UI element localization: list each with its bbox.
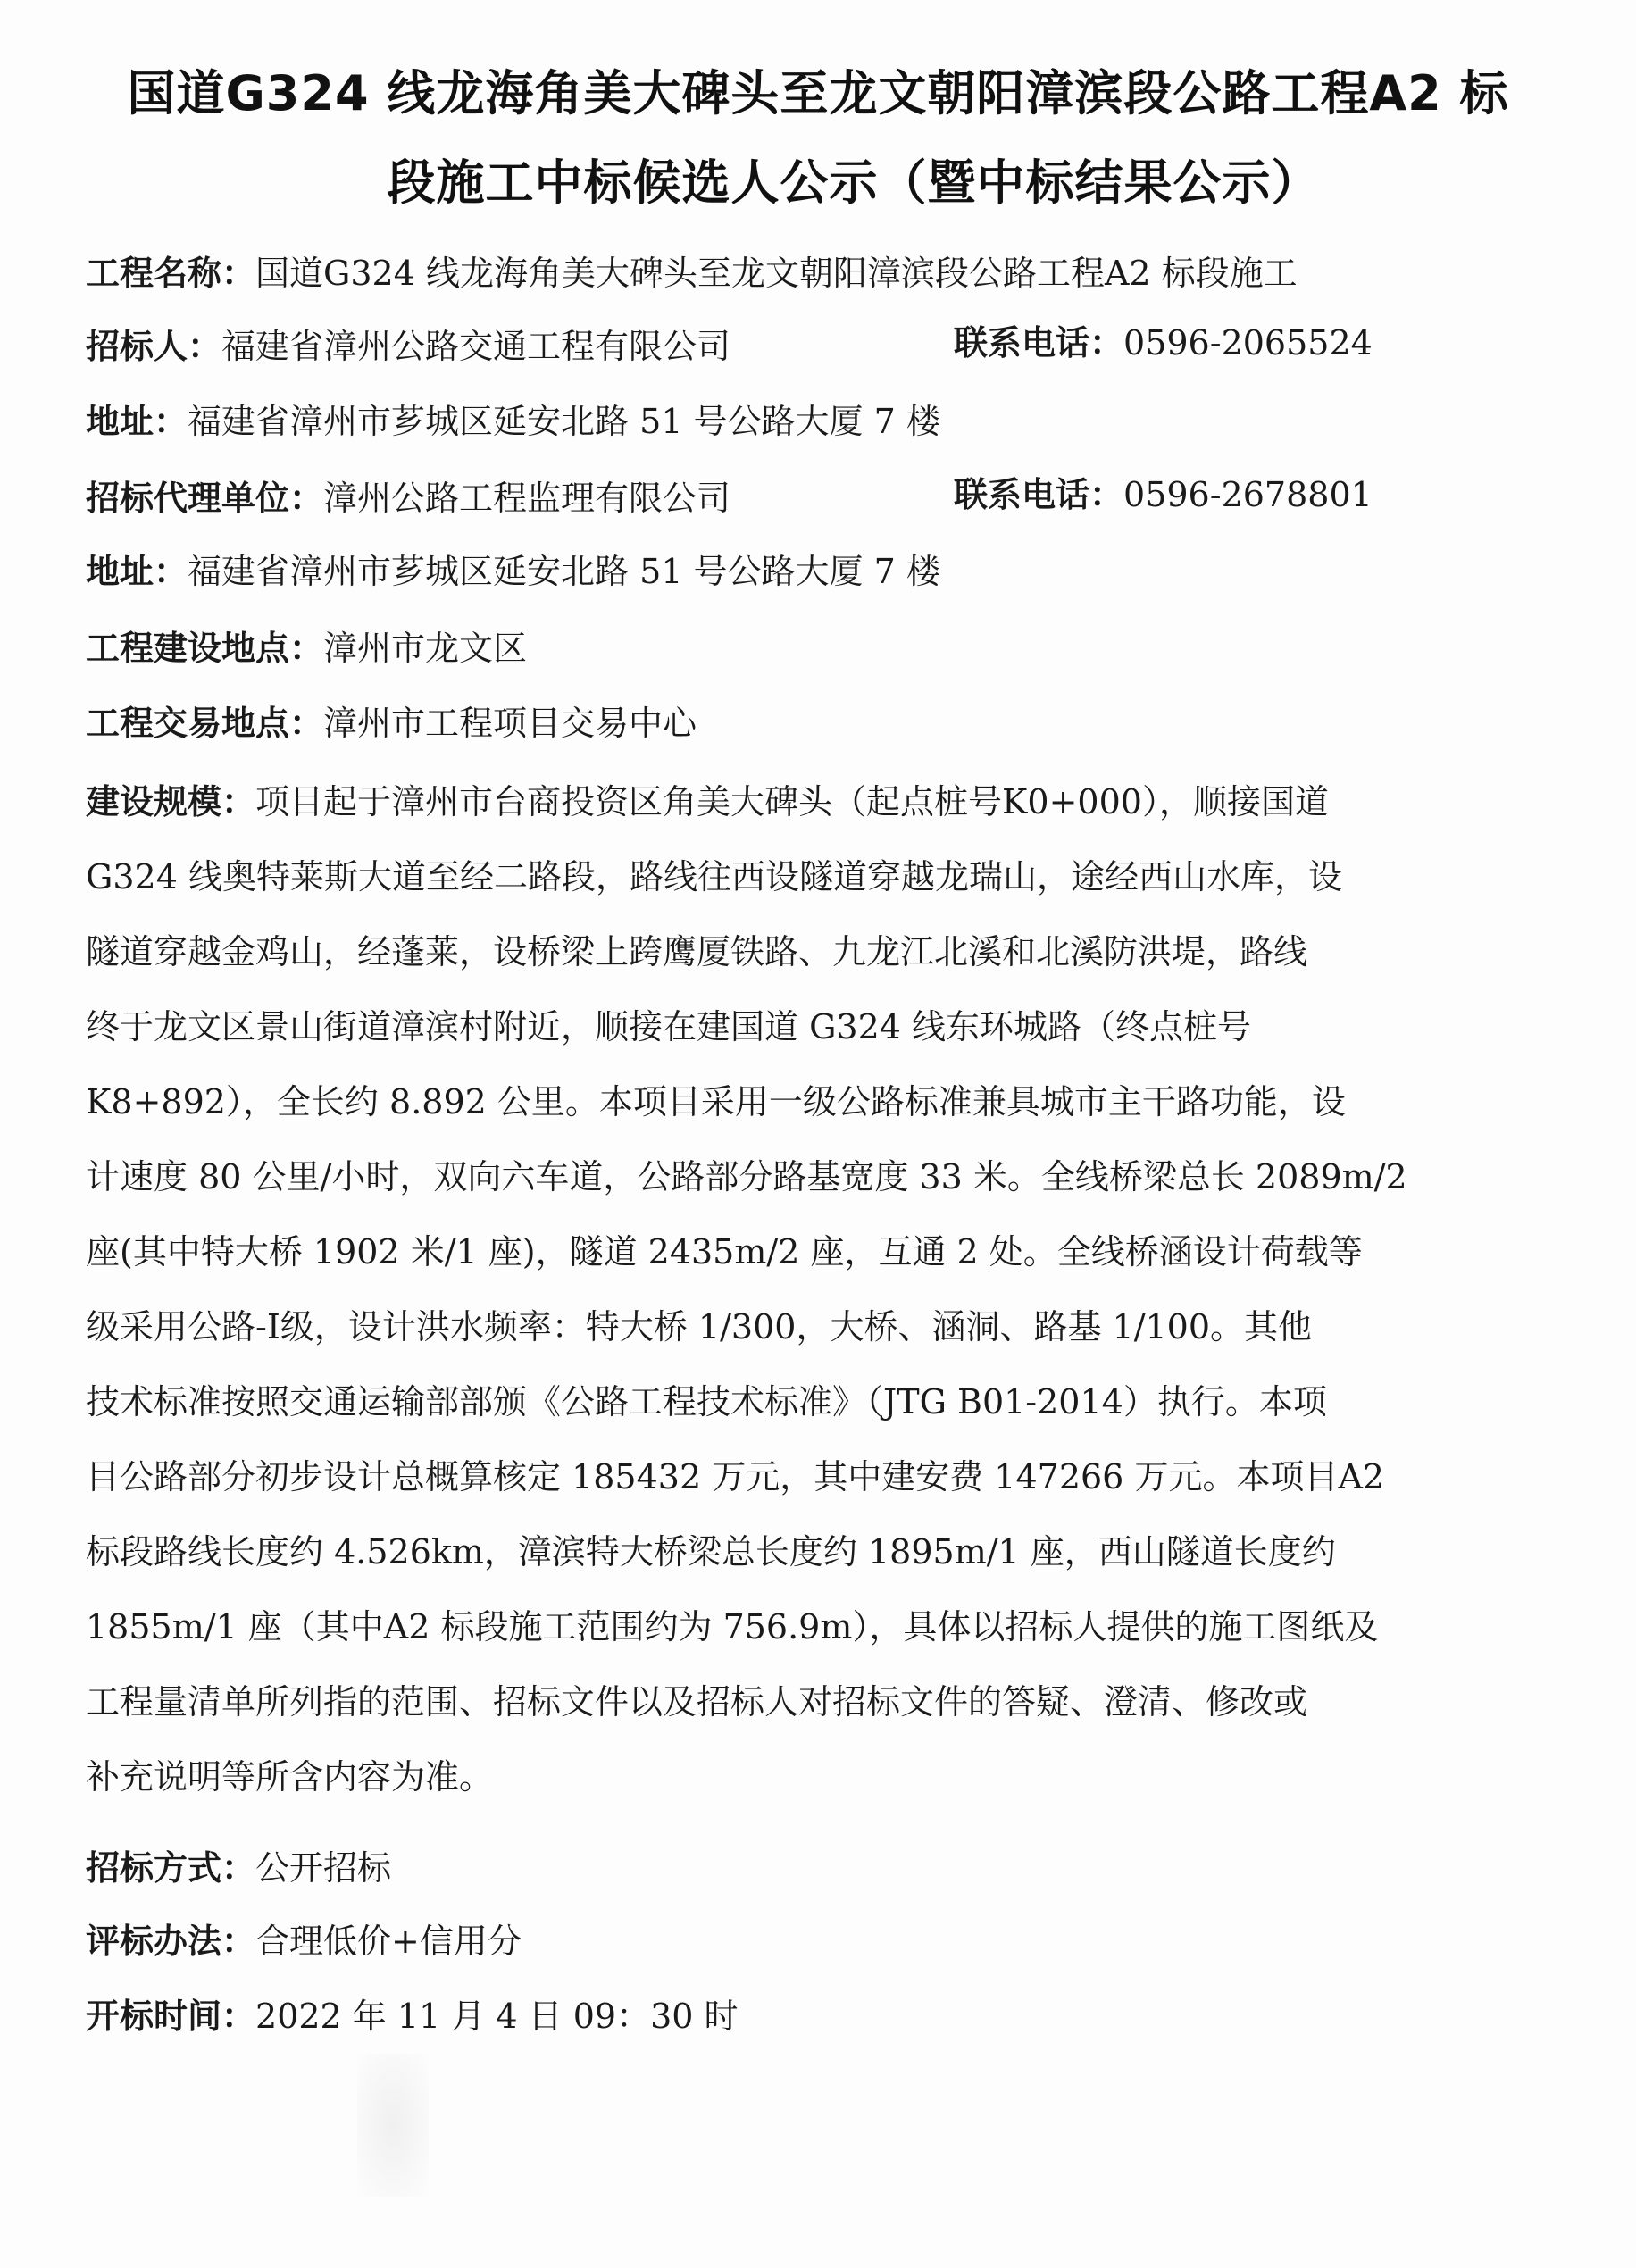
tenderer-value: 福建省漳州公路交通工程有限公司 [221,327,731,366]
scale-line: 工程量清单所列指的范围、招标文件以及招标人对招标文件的答疑、澄清、修改或 [86,1682,1308,1722]
tenderer-address-value: 福建省漳州市芗城区延安北路 51 号公路大厦 7 楼 [188,402,940,441]
tenderer-label: 招标人： [86,327,222,366]
scale-line: K8+892），全长约 8.892 公里。本项目采用一级公路标准兼具城市主干路功能，设 [86,1082,1346,1121]
tender-method-label: 招标方式： [86,1848,256,1888]
opening-time-value: 2022 年 11 月 4 日 09：30 时 [255,1997,739,2036]
tenderer-address-row [86,400,940,443]
construction-site-value: 漳州市龙文区 [323,629,528,668]
construction-scale-section [86,764,1407,1814]
trading-site-row [86,702,697,745]
scale-line: 隧道穿越金鸡山，经蓬莱，设桥梁上跨鹰厦铁路、九龙江北溪和北溪防洪堤，路线 [86,932,1308,971]
scale-line: 终于龙文区景山街道漳滨村附近，顺接在建国道 G324 线东环城路（终点桩号 [86,1007,1252,1046]
trading-site-label: 工程交易地点： [86,704,324,743]
tenderer-row [86,325,730,368]
trading-site-value: 漳州市工程项目交易中心 [323,704,697,743]
scale-line: 计速度 80 公里/小时，双向六车道，公路部分路基宽度 33 米。全线桥梁总长 2089m/2 [86,1157,1407,1197]
evaluation-method-value: 合理低价+信用分 [255,1922,522,1961]
construction-site-label: 工程建设地点： [86,629,324,668]
document-title-line1: 国道G324 线龙海角美大碑头至龙文朝阳漳滨段公路工程A2 标 [127,65,1509,121]
opening-time-label: 开标时间： [86,1997,256,2036]
evaluation-method-row [86,1920,522,1963]
agency-phone-value: 0596-2678801 [1123,475,1373,514]
project-name-label: 工程名称： [86,254,256,293]
agency-value: 漳州公路工程监理有限公司 [323,479,731,518]
agency-address-row [86,550,940,593]
scale-line: 技术标准按照交通运输部部颁《公路工程技术标准》（JTG B01-2014）执行。本项 [86,1382,1327,1422]
tender-method-row [86,1847,391,1889]
project-name-row [86,252,1298,295]
tender-method-value: 公开招标 [255,1848,392,1888]
agency-phone-label: 联系电话： [954,475,1124,514]
agency-address-label: 地址： [86,552,188,591]
document-title-line2: 段施工中标候选人公示（暨中标结果公示） [387,154,1321,211]
agency-address-value: 福建省漳州市芗城区延安北路 51 号公路大厦 7 楼 [188,552,940,591]
tenderer-phone-label: 联系电话： [954,323,1124,363]
scale-line: 补充说明等所含内容为准。 [86,1757,494,1797]
scale-line: 标段路线长度约 4.526km，漳滨特大桥梁总长度约 1895m/1 座，西山隧道长度约 [86,1532,1336,1572]
agency-row [86,477,730,520]
construction-site-row [86,627,527,670]
scale-line: 1855m/1 座（其中A2 标段施工范围约为 756.9m），具体以招标人提供的施工图纸及 [86,1607,1379,1647]
tenderer-phone-row [954,321,1373,364]
tenderer-address-label: 地址： [86,402,188,441]
tenderer-phone-value: 0596-2065524 [1123,323,1373,363]
opening-time-row [86,1995,739,2038]
agency-phone-row [954,473,1373,516]
scale-line [86,764,1398,839]
scale-label: 建设规模： [86,782,256,821]
scale-line: 目公路部分初步设计总概算核定 185432 万元，其中建安费 147266 万元。本项目A2 [86,1457,1385,1497]
scale-line: G324 线奥特莱斯大道至经二路段，路线往西设隧道穿越龙瑞山，途经西山水库，设 [86,857,1342,896]
agency-label: 招标代理单位： [86,479,324,518]
scale-line-text: 项目起于漳州市台商投资区角美大碑头（起点桩号K0+000），顺接国道 [255,782,1329,821]
evaluation-method-label: 评标办法： [86,1922,256,1961]
scale-line: 级采用公路-Ⅰ级，设计洪水频率：特大桥 1/300，大桥、涵洞、路基 1/100。其他 [86,1307,1313,1347]
scan-smudge [357,2054,429,2197]
scale-line: 座(其中特大桥 1902 米/1 座)，隧道 2435m/2 座，互通 2 处。全线桥涵设计荷载等 [86,1232,1363,1272]
project-name-value: 国道G324 线龙海角美大碑头至龙文朝阳漳滨段公路工程A2 标段施工 [255,254,1298,293]
